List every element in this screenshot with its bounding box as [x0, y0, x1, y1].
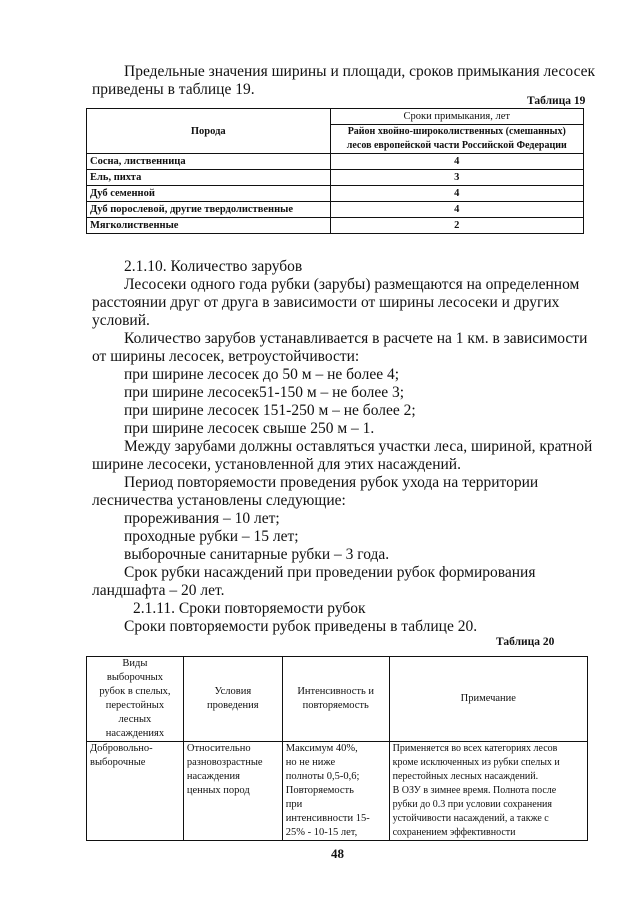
species-cell: Сосна, лиственница [87, 154, 331, 170]
header-line: Интенсивность и [297, 686, 375, 697]
table19-header-row [87, 109, 584, 125]
cell-line: при [285, 799, 303, 810]
value-cell: 4 [330, 202, 584, 218]
table19-caption: Таблица 19 [527, 95, 586, 107]
region-line-2: лесов европейской части Российской Федерации [346, 140, 567, 151]
cell-line: ценных пород [186, 785, 250, 796]
cell-line: Применяется во всех категориях лесов [392, 743, 558, 754]
header-line: Виды [122, 658, 148, 669]
table20-cell-intensivnost [282, 742, 389, 841]
cell-line: полноты 0,5-0,6; [285, 771, 360, 782]
page-number: 48 [331, 846, 344, 861]
period-item: прореживания – 10 лет; [124, 510, 280, 527]
list-item: при ширине лесосек свыше 250 м – 1. [124, 420, 375, 437]
table-row [87, 202, 584, 218]
para3-line-1: Между зарубами должны оставляться участки леса, шириной, кратной [124, 438, 593, 455]
header-line: повторяемость [302, 700, 369, 711]
header-line: проведения [207, 700, 259, 711]
species-cell: Дуб порослевой, другие твердолиственные [87, 202, 331, 218]
table20-cell-primechanie [389, 742, 587, 841]
cell-line: устойчивости насаждений, а также с [392, 813, 549, 824]
cell-line: насаждения [186, 771, 240, 782]
cell-line: сохранением эффективности [392, 827, 516, 838]
table-20 [86, 656, 588, 841]
header-line: Условия [214, 686, 252, 697]
cell-line: Максимум 40%, [285, 743, 358, 754]
header-line: выборочных [106, 672, 163, 683]
header-line: перестойных [105, 700, 165, 711]
para1-line-2: расстоянии друг от друга в зависимости от ширины лесосеки и других [92, 294, 560, 311]
cell-line: но не ниже [285, 757, 336, 768]
para1-line-3: условий. [92, 312, 150, 329]
table20-cell-vidy [87, 742, 184, 841]
table-row [87, 186, 584, 202]
section-2110-heading: 2.1.10. Количество зарубов [124, 258, 303, 275]
table20-col-intensivnost [282, 657, 389, 742]
table19-col-poroda: Порода [87, 109, 331, 154]
table20-col-vidy [87, 657, 184, 742]
header-line: лесных [118, 714, 152, 725]
value-cell: 4 [330, 154, 584, 170]
cell-line: интенсивности 15- [285, 813, 370, 824]
intro-line-2: приведены в таблице 19. [92, 81, 255, 98]
para3-line-2: ширине лесосеки, установленной для этих насаждений. [92, 456, 461, 473]
table-row [87, 170, 584, 186]
value-cell: 4 [330, 186, 584, 202]
table20-col-usloviya [183, 657, 282, 742]
value-cell: 2 [330, 218, 584, 234]
table19-col-region [330, 125, 584, 154]
cell-line: Относительно [186, 743, 251, 754]
cell-line: 25% - 10-15 лет, [285, 827, 358, 838]
intro-line-1: Предельные значения ширины и площади, сроков примыкания лесосек [124, 63, 596, 80]
para5-line-1: Срок рубки насаждений при проведении рубок формирования [124, 564, 536, 581]
value-cell: 3 [330, 170, 584, 186]
para5-line-2: ландшафта – 20 лет. [92, 582, 225, 599]
species-cell: Ель, пихта [87, 170, 331, 186]
header-line: Примечание [460, 693, 516, 704]
period-item: проходные рубки – 15 лет; [124, 528, 299, 545]
para2-line-2: от ширины лесосек, ветроустойчивости: [92, 348, 360, 365]
header-line: насаждениях [105, 728, 165, 739]
table20-cell-usloviya [183, 742, 282, 841]
cell-line: выборочные [90, 757, 146, 768]
species-cell: Дуб семенной [87, 186, 331, 202]
table20-caption: Таблица 20 [496, 636, 555, 648]
para2-line-1: Количество зарубов устанавливается в расчете на 1 км. в зависимости [124, 330, 588, 347]
period-item: выборочные санитарные рубки – 3 года. [124, 546, 390, 563]
cell-line: перестойных лесных насаждений. [392, 771, 539, 782]
para4-line-2: лесничества установлены следующие: [92, 492, 346, 509]
table-row [87, 154, 584, 170]
list-item: при ширине лесосек51-150 м – не более 3; [124, 384, 405, 401]
cell-line: Повторяемость [285, 785, 354, 796]
cell-line: кроме исключенных из рубки спелых и [392, 757, 560, 768]
cell-line: Добровольно- [90, 743, 153, 754]
cell-line: рубки до 0.3 при условии сохранения [392, 799, 552, 810]
table20-col-primechanie [389, 657, 587, 742]
table-row [87, 742, 588, 841]
species-cell: Мягколиственные [87, 218, 331, 234]
region-line-1: Район хвойно-широколиственных (смешанных) [347, 126, 566, 137]
table-row [87, 218, 584, 234]
table20-header-row [87, 657, 588, 742]
list-item: при ширине лесосек 151-250 м – не более 2; [124, 402, 416, 419]
list-item: при ширине лесосек до 50 м – не более 4; [124, 366, 400, 383]
table-19 [86, 108, 584, 234]
cell-line: разновозрастные [186, 757, 263, 768]
section-2111-para: Сроки повторяемости рубок приведены в таблице 20. [124, 618, 478, 635]
para1-line-1: Лесосеки одного года рубки (зарубы) размещаются на определенном [124, 276, 580, 293]
header-line: рубок в спелых, [99, 686, 171, 697]
section-2111-heading: 2.1.11. Сроки повторяемости рубок [133, 600, 366, 617]
para4-line-1: Период повторяемости проведения рубок ухода на территории [124, 474, 539, 491]
table19-col-sroki: Сроки примыкания, лет [330, 109, 584, 125]
cell-line: В ОЗУ в зимнее время. Полнота после [392, 785, 557, 796]
